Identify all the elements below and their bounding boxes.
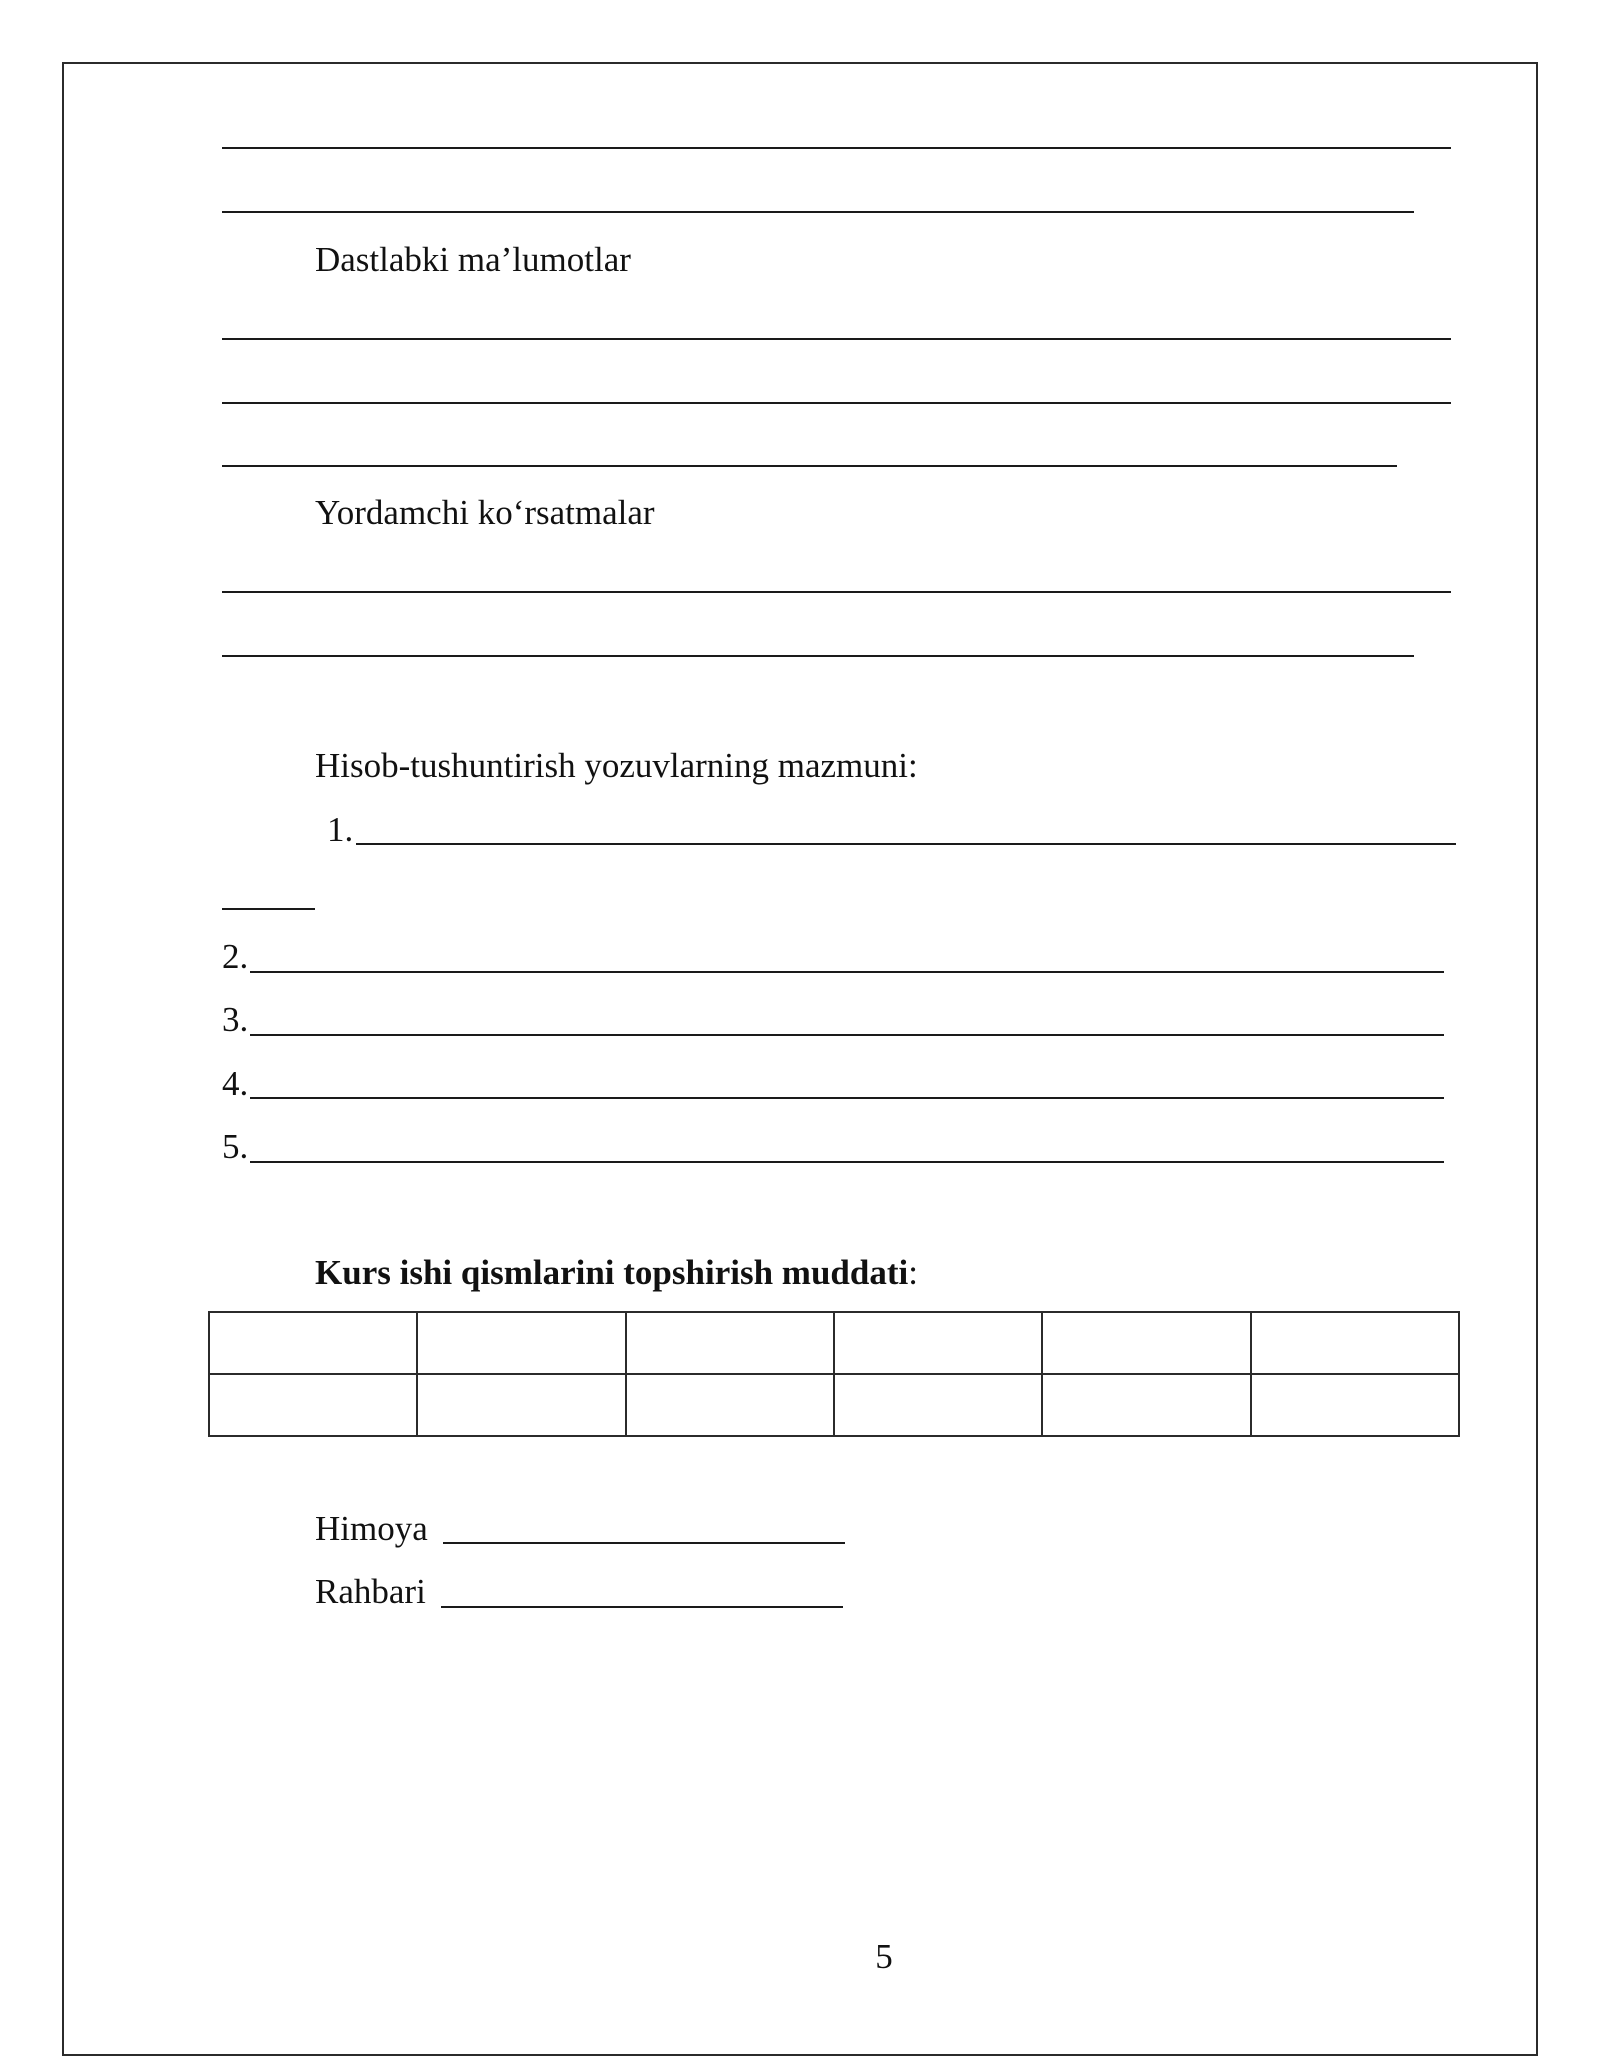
deadline-cell — [417, 1312, 625, 1374]
deadline-cell — [417, 1374, 625, 1436]
explanatory-contents-heading: Hisob-tushuntirish yozuvlarning mazmuni: — [315, 746, 918, 785]
deadline-heading-colon: : — [908, 1253, 918, 1292]
initial-data-line-1 — [222, 338, 1451, 340]
supervisor-label: Rahbari — [315, 1572, 426, 1611]
item-number-3: 3. — [222, 1000, 249, 1039]
defense-signature-line — [443, 1542, 845, 1544]
blank-line-top-2 — [222, 211, 1414, 213]
deadline-cell — [1251, 1374, 1459, 1436]
item-number-1: 1. — [327, 810, 354, 849]
defense-label: Himoya — [315, 1509, 428, 1548]
deadline-cell — [1251, 1312, 1459, 1374]
blank-line-top-1 — [222, 147, 1451, 149]
deadline-cell — [834, 1312, 1042, 1374]
item-number-4: 4. — [222, 1064, 249, 1103]
deadline-table-row — [209, 1312, 1459, 1374]
item-number-5: 5. — [222, 1127, 249, 1166]
deadline-table-row — [209, 1374, 1459, 1436]
deadline-cell — [834, 1374, 1042, 1436]
guidelines-heading: Yordamchi ko‘rsatmalar — [315, 493, 655, 532]
page-border — [62, 62, 1538, 2056]
deadline-heading — [315, 1253, 918, 1293]
deadline-cell — [209, 1374, 417, 1436]
item-number-2: 2. — [222, 937, 249, 976]
item-line-1 — [356, 843, 1456, 845]
deadline-cell — [1042, 1374, 1250, 1436]
initial-data-line-2 — [222, 402, 1451, 404]
deadline-heading-text: Kurs ishi qismlarini topshirish muddati — [315, 1253, 909, 1292]
item-line-4 — [250, 1097, 1444, 1099]
guidelines-line-2 — [222, 655, 1414, 657]
deadline-cell — [1042, 1312, 1250, 1374]
item-line-3 — [250, 1034, 1444, 1036]
supervisor-signature-line — [441, 1606, 843, 1608]
initial-data-heading: Dastlabki ma’lumotlar — [315, 240, 631, 279]
deadline-table — [208, 1311, 1460, 1437]
item-line-2 — [250, 971, 1444, 973]
deadline-cell — [209, 1312, 417, 1374]
initial-data-line-3 — [222, 465, 1397, 467]
deadline-cell — [626, 1312, 834, 1374]
guidelines-line-1 — [222, 591, 1451, 593]
page-number: 5 — [875, 1937, 893, 1976]
deadline-cell — [626, 1374, 834, 1436]
item-line-1-continuation — [222, 908, 315, 910]
item-line-5 — [250, 1161, 1444, 1163]
